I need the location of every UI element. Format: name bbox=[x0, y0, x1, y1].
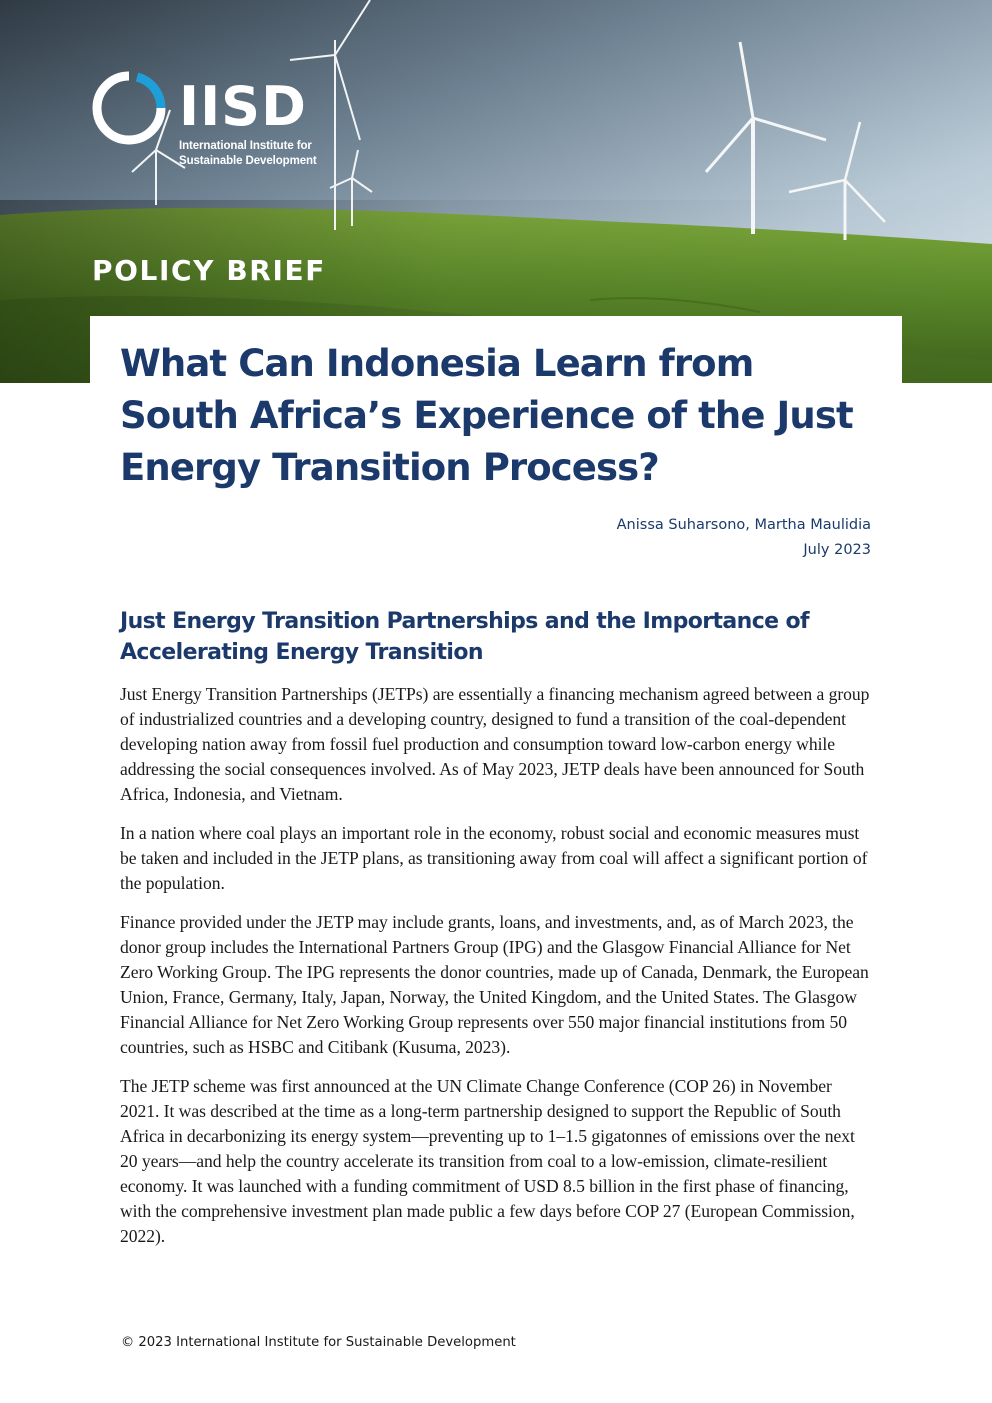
iisd-logo[interactable] bbox=[91, 70, 351, 180]
paragraph: In a nation where coal plays an important role in the economy, robust social and economic measures must be taken and included in the JETP plans, as transitioning away from coal will affect a significant portion of the population. bbox=[120, 823, 868, 893]
copyright-footer: © 2023 International Institute for Sustainable Development bbox=[121, 1335, 516, 1350]
paragraph: Just Energy Transition Partnerships (JETPs) are essentially a financing mechanism agreed between a group of industrialized countries and a developing country, designed to fund a transition of the coal-dependent developing nation away from fossil fuel production and consumption toward low-carbon energy while addressing the social consequences involved. As of May 2023, JETP deals have been announced for South Africa, Indonesia, and Vietnam. bbox=[120, 684, 870, 804]
paragraph: Finance provided under the JETP may include grants, loans, and investments, and, as of March 2023, the donor group includes the International Partners Group (IPG) and the Glasgow Financial Alliance for Net Zero Working Group. The IPG represents the donor countries, made up of Canada, Denmark, the European Union, France, Germany, Italy, Japan, Norway, the United Kingdom, and the United States. The Glasgow Financial Alliance for Net Zero Working Group represents over 550 major financial institutions from 50 countries, such as HSBC and Citibank (Kusuma, 2023). bbox=[120, 912, 869, 1057]
logo-subtitle: International Institute for Sustainable Development bbox=[179, 140, 317, 167]
authors: Anissa Suharsono, Martha Maulidia bbox=[616, 517, 871, 533]
byline bbox=[617, 513, 871, 563]
paragraph: The JETP scheme was first announced at the UN Climate Change Conference (COP 26) in November 2021. It was described at the time as a long-term partnership designed to support the Republic of South Africa in decarbonizing its energy system—preventing up to 1–1.5 gigatonnes of emissions over the next 20 years—and help the country accelerate its transition from coal to a low-emission, climate-resilient economy. It was launched with a funding commitment of USD 8.5 billion in the first phase of financing, with the comprehensive investment plan made public a few days before COP 27 (European Commission, 2022). bbox=[120, 1076, 855, 1246]
section-heading: Just Energy Transition Partnerships and the Importance of Accelerating Energy Transition bbox=[120, 609, 810, 665]
iisd-ring-icon bbox=[91, 70, 167, 146]
logo-wordmark: IISD bbox=[179, 75, 307, 138]
body-text bbox=[120, 682, 874, 1263]
publication-date: July 2023 bbox=[803, 542, 871, 558]
document-type-label: POLICY BRIEF bbox=[92, 254, 326, 287]
page-title: What Can Indonesia Learn from South Africa’s Experience of the Just Energy Transition Process? bbox=[120, 342, 853, 489]
